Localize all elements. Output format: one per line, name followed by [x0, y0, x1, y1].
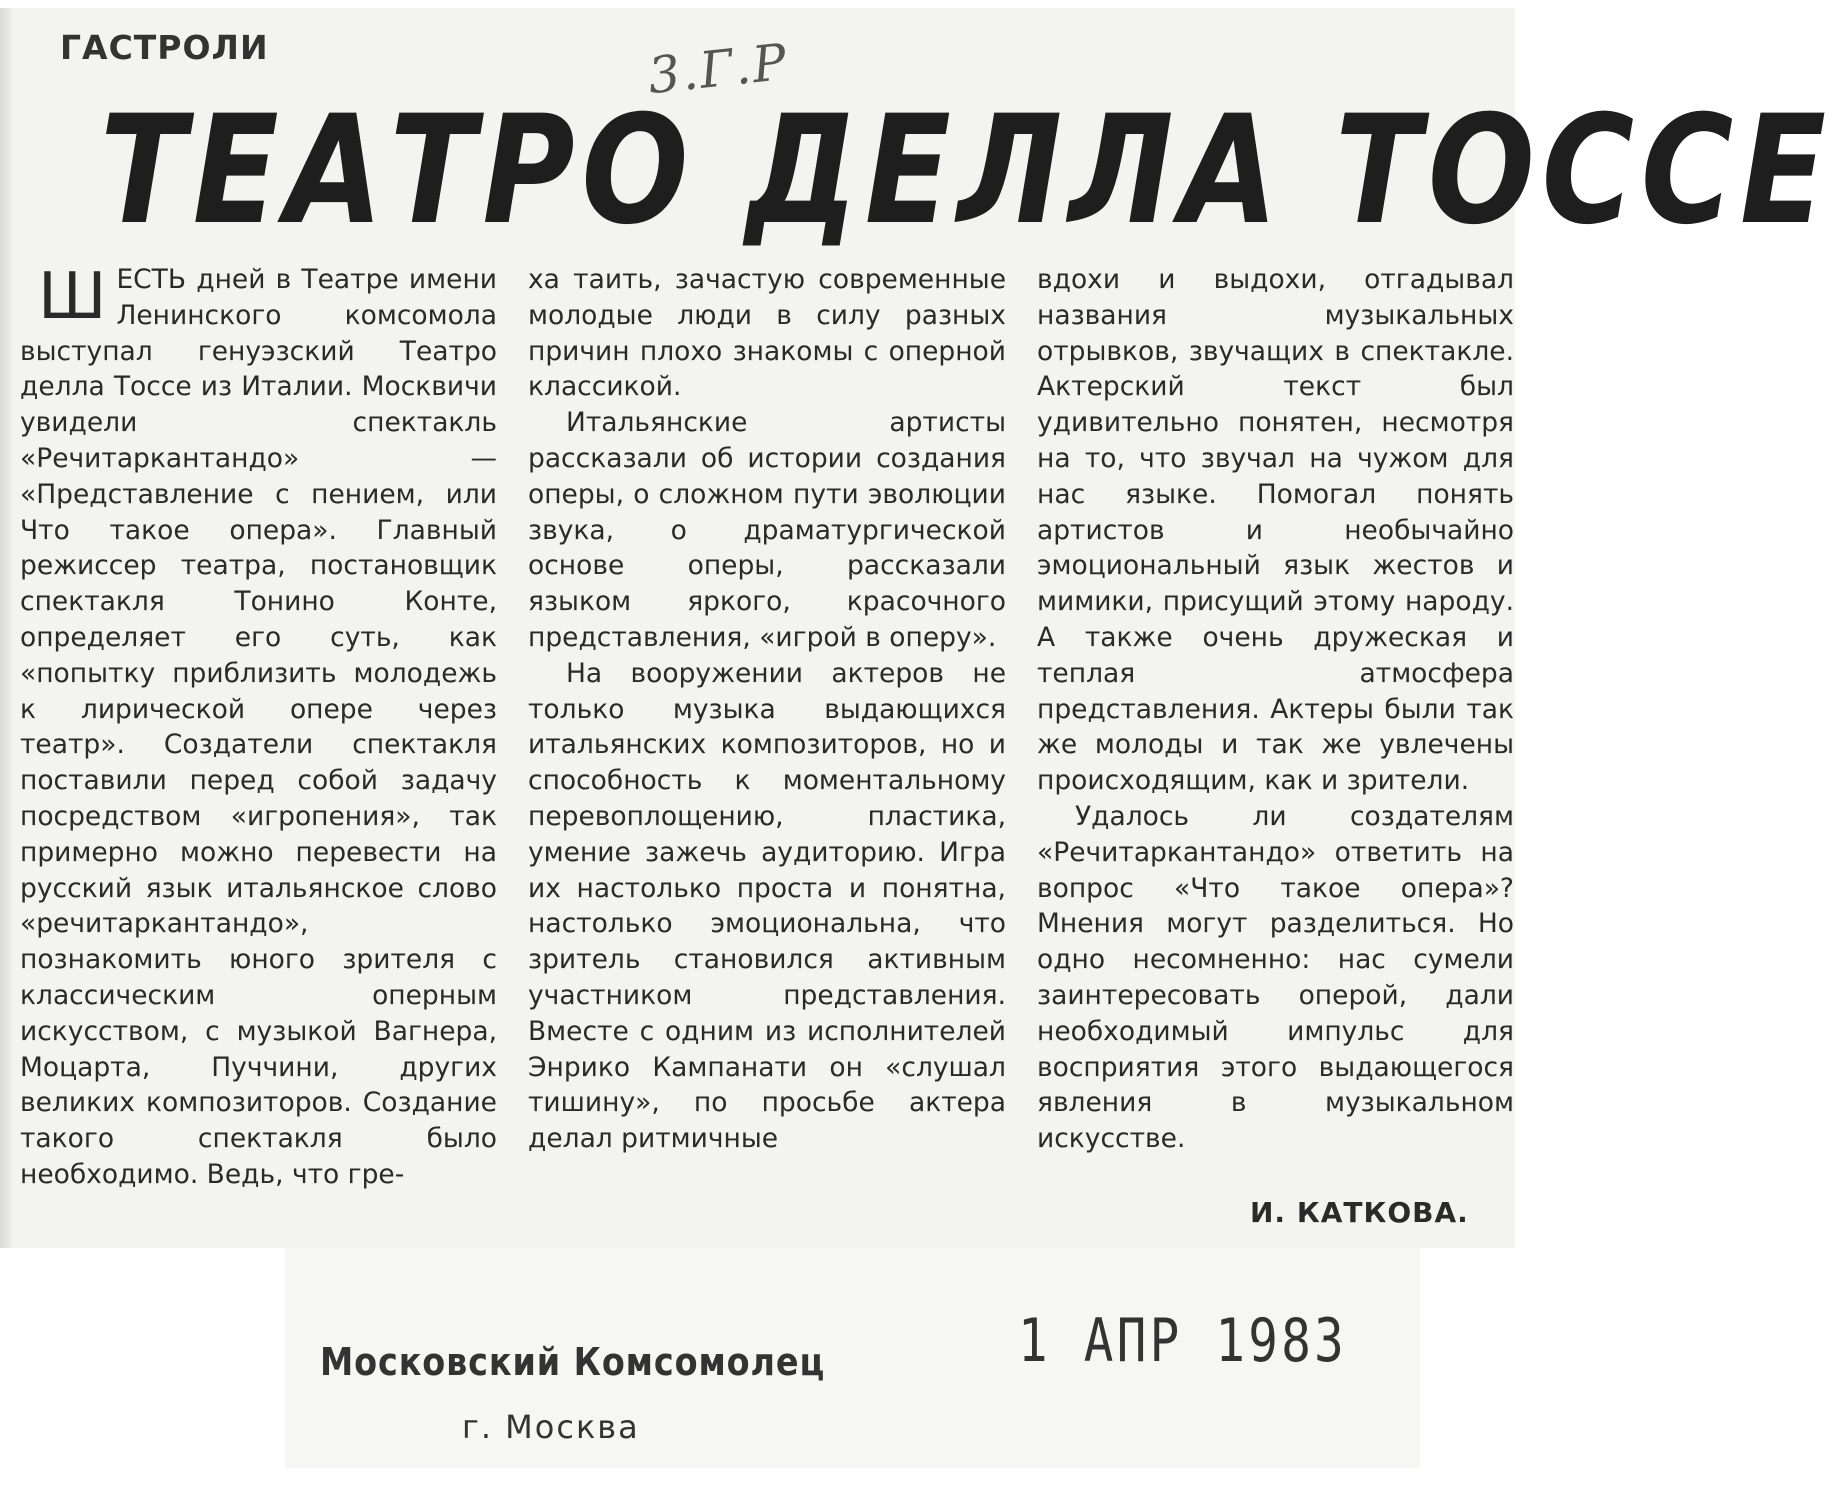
article-paragraph: Удалось ли создателям «Речитаркантандо» ответить на вопрос «Что такое опера»? Мнения могут разделиться. Но одно несомненно: нас сумели заинтересовать оперой, дали необходимый импульс для восприятия этого выдающегося явления в музыкальном искусстве. [1037, 800, 1514, 1155]
article-paragraph: На вооружении актеров не только музыка выдающихся итальянских композиторов, но и способность к моментальному перевоплощению, пластика, умение зажечь аудиторию. Игра их настолько проста и понятна, настолько эмоциональна, что зритель становился активным участником представления. Вместе с одним из исполнителей Энрико Кампанати он «слушал тишину», по просьбе актера делал ритмичные [528, 657, 1006, 1155]
publication-stamp: Московский Комсомолец [320, 1340, 826, 1384]
article-column-1 [20, 262, 497, 1193]
drop-cap: Ш [38, 260, 107, 334]
city-stamp: г. Москва [462, 1408, 640, 1446]
date-stamp: 1 АПР 1983 [1018, 1306, 1348, 1376]
article-paragraph: вдохи и выдохи, отгадывал названия музыкальных отрывков, звучащих в спектакле. Актерский текст был удивительно понятен, несмотря на то, что звучал на чужом для нас языке. Помогал понять артистов и необычайно эмоциональный язык жестов и мимики, присущий этому народу. А также очень дружеская и теплая атмосфера представления. Актеры были так же молоды и так же увлечены происходящим, как и зрители. [1037, 264, 1514, 797]
clipping-edge [0, 8, 14, 1248]
article-paragraph: ха таить, зачастую современные молодые люди в силу разных причин плохо знакомы с оперной классикой. [528, 264, 1006, 403]
handwritten-note: 3.Г.Р [645, 32, 792, 106]
author-byline: И. КАТКОВА. [1250, 1196, 1469, 1229]
article-headline: ТЕАТРО ДЕЛЛА ТОССЕ [100, 84, 1833, 258]
article-paragraph: Итальянские артисты рассказали об истории создания оперы, о сложном пути эволюции звука, о драматургической основе оперы, рассказали языком яркого, красочного представления, «игрой в оперу». [528, 407, 1006, 653]
article-column-3 [1037, 262, 1514, 1157]
article-column-2 [528, 262, 1006, 1157]
article-paragraph: ЕСТЬ дней в Театре имени Ленинского комсомола выступал генуэзский Театро делла Тоссе из Италии. Москвичи увидели спектакль «Речитаркантандо» — «Представление с пением, или Что такое опера». Главный режиссер театра, постановщик спектакля Тонино Конте, определяет его суть, как «попытку приблизить молодежь к лирической опере через театр». Создатели спектакля поставили перед собой задачу посредством «игропения», так примерно можно перевести на русский язык итальянское слово «речитаркантандо», познакомить юного зрителя с классическим оперным искусством, с музыкой Вагнера, Моцарта, Пуччини, других великих композиторов. Создание такого спектакля было необходимо. Ведь, что гре- [20, 264, 497, 1190]
section-rubric: ГАСТРОЛИ [60, 28, 269, 67]
